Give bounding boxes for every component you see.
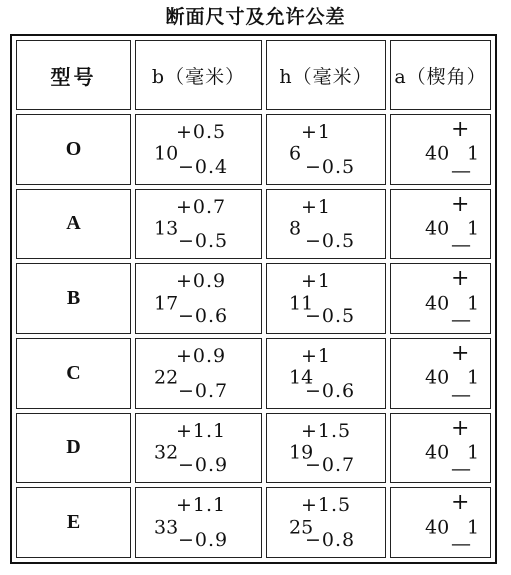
h-base: 8 bbox=[289, 217, 302, 240]
b-cell bbox=[135, 114, 262, 185]
h-lower-tolerance: −0.6 bbox=[305, 379, 356, 402]
a-minus-sign: — bbox=[451, 456, 472, 481]
a-cell bbox=[390, 263, 491, 334]
h-base: 25 bbox=[289, 516, 314, 539]
b-upper-tolerance: +0.9 bbox=[176, 270, 227, 293]
a-plus-sign: + bbox=[451, 490, 471, 516]
b-lower-tolerance: −0.5 bbox=[178, 230, 229, 253]
a-tolerance: 1 bbox=[467, 366, 480, 389]
h-lower-tolerance: −0.5 bbox=[305, 230, 356, 253]
b-base: 10 bbox=[154, 142, 179, 165]
a-plus-sign: + bbox=[451, 415, 471, 441]
b-lower-tolerance: −0.6 bbox=[178, 304, 229, 327]
a-minus-sign: — bbox=[451, 306, 472, 331]
h-upper-tolerance: +1.5 bbox=[301, 494, 352, 517]
a-base: 40 bbox=[425, 217, 450, 240]
b-base: 13 bbox=[154, 217, 179, 240]
model-cell: A bbox=[16, 189, 131, 260]
b-upper-tolerance: +1.1 bbox=[176, 494, 227, 517]
h-upper-tolerance: +1.5 bbox=[301, 419, 352, 442]
b-upper-tolerance: +0.5 bbox=[176, 121, 227, 143]
a-tolerance: 1 bbox=[467, 217, 480, 240]
model-cell: E bbox=[16, 487, 131, 558]
a-plus-sign: + bbox=[451, 340, 471, 366]
h-lower-tolerance: −0.5 bbox=[305, 304, 356, 327]
h-base: 6 bbox=[289, 142, 302, 165]
h-cell bbox=[266, 114, 386, 185]
b-cell bbox=[135, 338, 262, 409]
h-lower-tolerance: −0.7 bbox=[305, 454, 356, 477]
a-plus-sign: + bbox=[451, 191, 471, 217]
h-upper-tolerance: +1 bbox=[301, 195, 332, 218]
h-base: 11 bbox=[289, 292, 314, 315]
b-lower-tolerance: −0.9 bbox=[178, 528, 229, 551]
model-cell: C bbox=[16, 338, 131, 409]
h-cell bbox=[266, 487, 386, 558]
h-upper-tolerance: +1 bbox=[301, 270, 332, 293]
a-tolerance: 1 bbox=[467, 292, 480, 315]
a-cell bbox=[390, 114, 491, 185]
h-lower-tolerance: −0.8 bbox=[305, 528, 356, 551]
b-base: 17 bbox=[154, 292, 179, 315]
b-lower-tolerance: −0.7 bbox=[178, 379, 229, 402]
a-cell bbox=[390, 487, 491, 558]
b-base: 32 bbox=[154, 441, 179, 464]
b-base: 33 bbox=[154, 516, 179, 539]
a-base: 40 bbox=[425, 366, 450, 389]
a-tolerance: 1 bbox=[467, 142, 480, 165]
h-cell bbox=[266, 263, 386, 334]
b-cell bbox=[135, 487, 262, 558]
a-tolerance: 1 bbox=[467, 516, 480, 539]
a-plus-sign: + bbox=[451, 266, 471, 292]
h-cell bbox=[266, 413, 386, 484]
b-upper-tolerance: +1.1 bbox=[176, 419, 227, 442]
b-upper-tolerance: +0.7 bbox=[176, 195, 227, 218]
table-grid bbox=[16, 40, 491, 558]
a-base: 40 bbox=[425, 142, 450, 165]
b-base: 22 bbox=[154, 366, 179, 389]
a-minus-sign: — bbox=[451, 157, 472, 182]
a-base: 40 bbox=[425, 292, 450, 315]
a-tolerance: 1 bbox=[467, 441, 480, 464]
table-title: 断面尺寸及允许公差 bbox=[165, 6, 346, 28]
b-upper-tolerance: +0.9 bbox=[176, 344, 227, 367]
a-minus-sign: — bbox=[451, 530, 472, 555]
a-cell bbox=[390, 338, 491, 409]
h-cell bbox=[266, 338, 386, 409]
b-cell bbox=[135, 263, 262, 334]
header-b: b（毫米） bbox=[135, 40, 262, 110]
a-base: 40 bbox=[425, 516, 450, 539]
h-upper-tolerance: +1 bbox=[301, 344, 332, 367]
model-cell: O bbox=[16, 114, 131, 185]
a-cell bbox=[390, 189, 491, 260]
tolerance-table bbox=[10, 34, 497, 564]
a-cell bbox=[390, 413, 491, 484]
a-minus-sign: — bbox=[451, 381, 472, 406]
a-plus-sign: + bbox=[451, 117, 471, 142]
header-model: 型号 bbox=[16, 40, 131, 110]
header-h: h（毫米） bbox=[266, 40, 386, 110]
b-cell bbox=[135, 189, 262, 260]
h-base: 14 bbox=[289, 366, 314, 389]
a-base: 40 bbox=[425, 441, 450, 464]
b-lower-tolerance: −0.4 bbox=[178, 155, 229, 178]
b-lower-tolerance: −0.9 bbox=[178, 454, 229, 477]
h-upper-tolerance: +1 bbox=[301, 121, 332, 143]
header-a: a（楔角） bbox=[390, 40, 491, 110]
model-cell: B bbox=[16, 263, 131, 334]
h-base: 19 bbox=[289, 441, 314, 464]
b-cell bbox=[135, 413, 262, 484]
a-minus-sign: — bbox=[451, 232, 472, 257]
h-lower-tolerance: −0.5 bbox=[305, 155, 356, 178]
model-cell: D bbox=[16, 413, 131, 484]
h-cell bbox=[266, 189, 386, 260]
